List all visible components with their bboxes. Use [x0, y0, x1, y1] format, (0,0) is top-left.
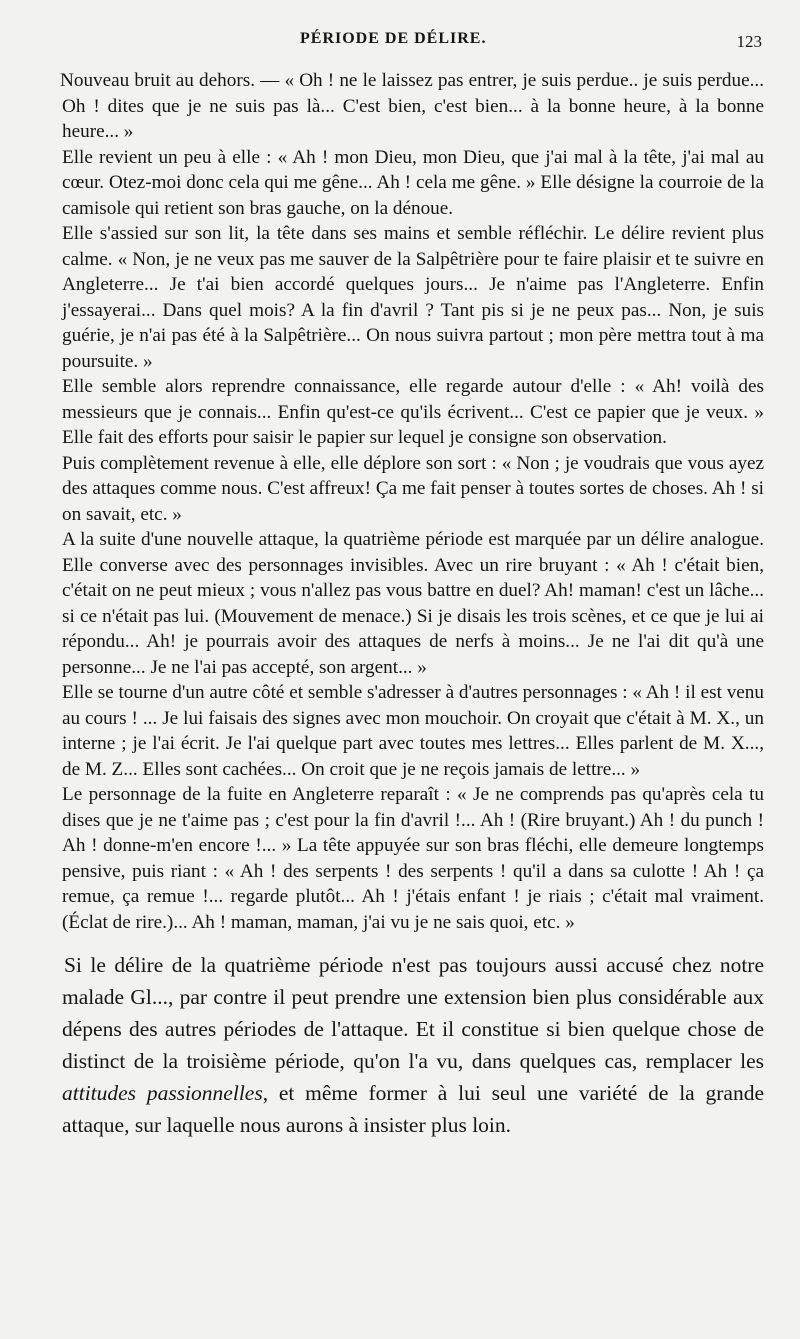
page-number: 123 [736, 32, 762, 51]
running-head [0, 30, 800, 54]
paragraph-7: Elle se tourne d'un autre côté et semble s'adresser à d'autres personnages : « Ah ! il est venu au cours ! ... Je lui faisais des signes avec mon mouchoir. On croyait que c'était à M. X., un interne ; je l'ai écrit. Je l'ai quelque part avec toutes mes lettres... Elles parlent de M. X..., de M. Z... Elles sont cachées... On croit que je ne reçois jamais de lettre... » [62, 682, 764, 780]
closing-text-end: , et même former à lui seul une variété de la grande attaque, sur laquelle nous aurons à insister plus loin. [62, 1081, 764, 1137]
paragraph-5: Puis complètement revenue à elle, elle déplore son sort : « Non ; je voudrais que vous ayez des attaques comme nous. C'est affreux! Ça me fait penser à toutes sortes de choses. Ah ! si on savait, etc. » [62, 452, 764, 525]
closing-text-start: Si le délire de la quatrième période n'est pas toujours aussi accusé chez notre malade Gl..., par contre il peut prendre une extension bien plus considérable aux dépens des autres périodes de l'attaque. Et il constitue si bien quelque chose de distinct de la troisième période, qu'on l'a vu, dans quelques cas, remplacer les [62, 953, 764, 1073]
paragraph-3: Elle s'assied sur son lit, la tête dans ses mains et semble réfléchir. Le délire revient plus calme. « Non, je ne veux pas me sauver de la Salpêtrière pour te faire plaisir et te suivre en Angleterre... Je t'ai bien accordé quelques jours... Je n'aime pas l'Angleterre. Enfin j'essayerai... Dans quel mois? A la fin d'avril ? Tant pis si je ne peux pas... Non, je suis guérie, je n'ai pas été à la Salpêtrière... On nous suivra partout ; mon père mettra tout à ma poursuite. » [62, 223, 764, 372]
closing-paragraph [62, 949, 764, 1141]
paragraph-1: Nouveau bruit au dehors. — « Oh ! ne le laissez pas entrer, je suis perdue.. je suis perdue... Oh ! dites que je ne suis pas là... C'est bien, c'est bien... à la bonne heure, à la bonne heure... » [60, 70, 764, 142]
body-text [62, 68, 764, 1163]
paragraph-2: Elle revient un peu à elle : « Ah ! mon Dieu, mon Dieu, que j'ai mal à la tête, j'ai mal au cœur. Otez-moi donc cela qui me gêne... Ah ! cela me gêne. » Elle désigne la courroie de la camisole qui retient son bras gauche, on la dénoue. [62, 146, 764, 219]
paragraph-8: Le personnage de la fuite en Angleterre reparaît : « Je ne comprends pas qu'après cela tu dises que je ne t'aime pas ; c'est pour la fin d'avril !... Ah ! (Rire bruyant.) Ah ! du punch ! Ah ! donne-m'en encore !... » La tête appuyée sur son bras fléchi, elle demeure longtemps pensive, puis riant : « Ah ! des serpents ! des serpents ! qu'il a dans sa culotte ! Ah ! ça remue, ça remue !... regarde plutôt... Ah ! j'étais enfant ! je riais ; c'était mal vraiment. (Éclat de rire.)... Ah ! maman, maman, j'ai vu je ne sais quoi, etc. » [62, 784, 764, 933]
paragraph-4: Elle semble alors reprendre connaissance, elle regarde autour d'elle : « Ah! voilà des messieurs que je connais... Enfin qu'est-ce qu'ils écrivent... C'est ce papier que je veux. » Elle fait des efforts pour saisir le papier sur lequel je consigne son observation. [62, 376, 764, 448]
running-title: PÉRIODE DE DÉLIRE. [300, 30, 487, 47]
closing-italic-term: attitudes passionnelles [62, 1081, 263, 1105]
paragraph-6: A la suite d'une nouvelle attaque, la quatrième période est marquée par un délire analogue. Elle converse avec des personnages invisibles. Avec un rire bruyant : « Ah ! c'était bien, c'était on ne peut mieux ; vous n'allez pas vous battre en duel? Ah! maman! c'est un lâche... si ce n'était pas lui. (Mouvement de menace.) Si je disais les trois scènes, et ce que je lui ai répondu... Ah! je pourrais avoir des attaques de nerfs à moins... Je ne l'ai dit qu'à une personne... Je ne l'ai pas accepté, son argent... » [62, 529, 764, 678]
